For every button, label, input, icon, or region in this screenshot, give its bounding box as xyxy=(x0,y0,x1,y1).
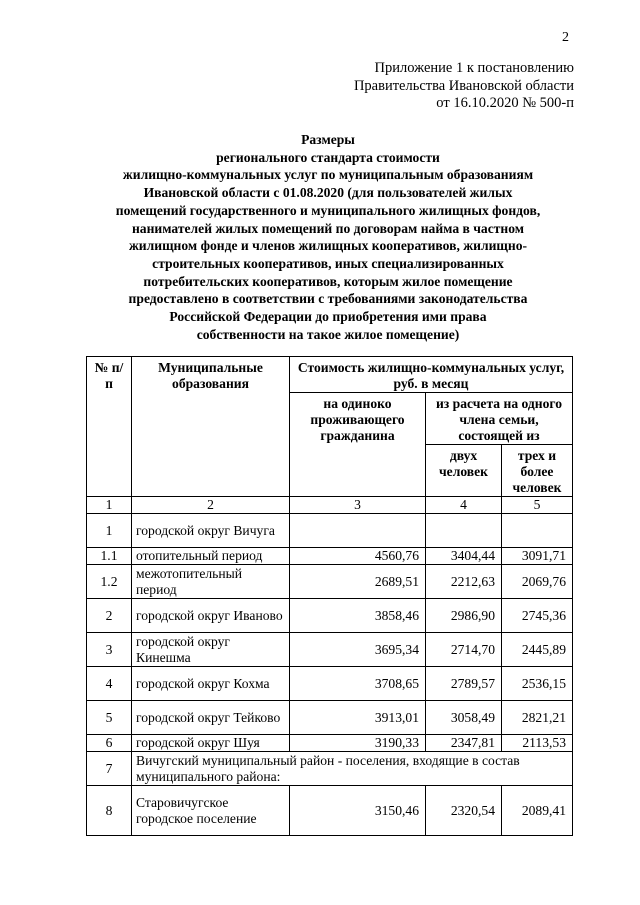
title-line: строительных кооперативов, иных специализированных xyxy=(152,255,504,271)
column-number: 3 xyxy=(290,497,426,514)
municipality-name: межотопительный период xyxy=(132,565,290,599)
table-row xyxy=(87,786,573,836)
header-num: № п/п xyxy=(87,357,132,497)
cost-two: 2347,81 xyxy=(426,735,502,752)
cost-single: 4560,76 xyxy=(290,548,426,565)
row-number: 8 xyxy=(87,786,132,836)
cost-three: 2089,41 xyxy=(502,786,573,836)
row-number: 1.1 xyxy=(87,548,132,565)
table-row xyxy=(87,548,573,565)
table-row xyxy=(87,667,573,701)
cost-three xyxy=(502,514,573,548)
cost-two: 2986,90 xyxy=(426,599,502,633)
table-row xyxy=(87,633,573,667)
page-number: 2 xyxy=(562,30,569,45)
header-single: на одиноко проживающего гражданина xyxy=(290,393,426,497)
annex-line-1: Приложение 1 к постановлению xyxy=(374,60,574,76)
annex-note xyxy=(254,60,574,113)
cost-single: 2689,51 xyxy=(290,565,426,599)
cost-single: 3913,01 xyxy=(290,701,426,735)
cost-three: 2113,53 xyxy=(502,735,573,752)
municipality-name: городской округ Тейково xyxy=(132,701,290,735)
cost-two: 3058,49 xyxy=(426,701,502,735)
title-line: регионального стандарта стоимости xyxy=(216,149,440,165)
row-number: 6 xyxy=(87,735,132,752)
cost-table xyxy=(86,356,573,836)
section-title: Вичугский муниципальный район - поселения, входящие в состав муниципального района: xyxy=(132,752,573,786)
municipality-name: Старовичугское городское поселение xyxy=(132,786,290,836)
title-line: жилищном фонде и членов жилищных кооперативов, жилищно- xyxy=(128,238,528,254)
municipality-name: городской округ Иваново xyxy=(132,599,290,633)
header-cost: Стоимость жилищно-коммунальных услуг, руб. в месяц xyxy=(290,357,573,393)
municipality-name: городской округ Вичуга xyxy=(132,514,290,548)
cost-three: 2069,76 xyxy=(502,565,573,599)
cost-three: 2745,36 xyxy=(502,599,573,633)
header-per-member: из расчета на одного члена семьи, состоящей из xyxy=(426,393,573,445)
municipality-name: городской округ Шуя xyxy=(132,735,290,752)
title-line: Российской Федерации до приобретения ими права xyxy=(169,309,487,325)
table-row xyxy=(87,514,573,548)
header-municipality: Муниципальные образования xyxy=(132,357,290,497)
annex-line-2: Правительства Ивановской области xyxy=(353,77,574,94)
municipality-name: городской округ Кохма xyxy=(132,667,290,701)
row-number: 4 xyxy=(87,667,132,701)
cost-single: 3695,34 xyxy=(290,633,426,667)
row-number: 2 xyxy=(87,599,132,633)
cost-two: 2714,70 xyxy=(426,633,502,667)
cost-single: 3858,46 xyxy=(290,599,426,633)
column-number: 1 xyxy=(87,497,132,514)
title-line: жилищно-коммунальных услуг по муниципальным образованиям xyxy=(122,167,534,183)
cost-three: 3091,71 xyxy=(502,548,573,565)
municipality-name: городской округ Кинешма xyxy=(132,633,290,667)
cost-two: 3404,44 xyxy=(426,548,502,565)
title-heading: Размеры xyxy=(301,132,355,147)
column-number: 5 xyxy=(502,497,573,514)
title-line: потребительских кооперативов, которым жилое помещение xyxy=(143,273,513,289)
cost-three: 2445,89 xyxy=(502,633,573,667)
column-number: 4 xyxy=(426,497,502,514)
annex-line-3: от 16.10.2020 № 500-п xyxy=(436,95,574,111)
cost-single: 3190,33 xyxy=(290,735,426,752)
table-row xyxy=(87,599,573,633)
table-row xyxy=(87,701,573,735)
table-row xyxy=(87,735,573,752)
cost-single: 3150,46 xyxy=(290,786,426,836)
row-number: 1.2 xyxy=(87,565,132,599)
column-number: 2 xyxy=(132,497,290,514)
row-number: 5 xyxy=(87,701,132,735)
title-line: собственности на такое жилое помещение) xyxy=(196,326,460,342)
column-number-row xyxy=(87,497,573,514)
row-number: 3 xyxy=(87,633,132,667)
header-three: трех и более человек xyxy=(502,445,573,497)
title-line: Ивановской области с 01.08.2020 (для пользователей жилых xyxy=(143,185,513,201)
cost-two xyxy=(426,514,502,548)
document-title xyxy=(95,131,561,343)
row-number: 1 xyxy=(87,514,132,548)
table-row xyxy=(87,565,573,599)
cost-three: 2821,21 xyxy=(502,701,573,735)
cost-three: 2536,15 xyxy=(502,667,573,701)
cost-two: 2212,63 xyxy=(426,565,502,599)
section-row xyxy=(87,752,573,786)
title-line: предоставлено в соответствии с требованиями законодательства xyxy=(128,291,528,307)
cost-two: 2320,54 xyxy=(426,786,502,836)
cost-single xyxy=(290,514,426,548)
cost-single: 3708,65 xyxy=(290,667,426,701)
municipality-name: отопительный период xyxy=(132,548,290,565)
header-two: двух человек xyxy=(426,445,502,497)
row-number: 7 xyxy=(87,752,132,786)
title-line: помещений государственного и муниципального жилищных фондов, xyxy=(115,202,541,218)
title-line: нанимателей жилых помещений по договорам найма в частном xyxy=(131,220,525,236)
cost-two: 2789,57 xyxy=(426,667,502,701)
